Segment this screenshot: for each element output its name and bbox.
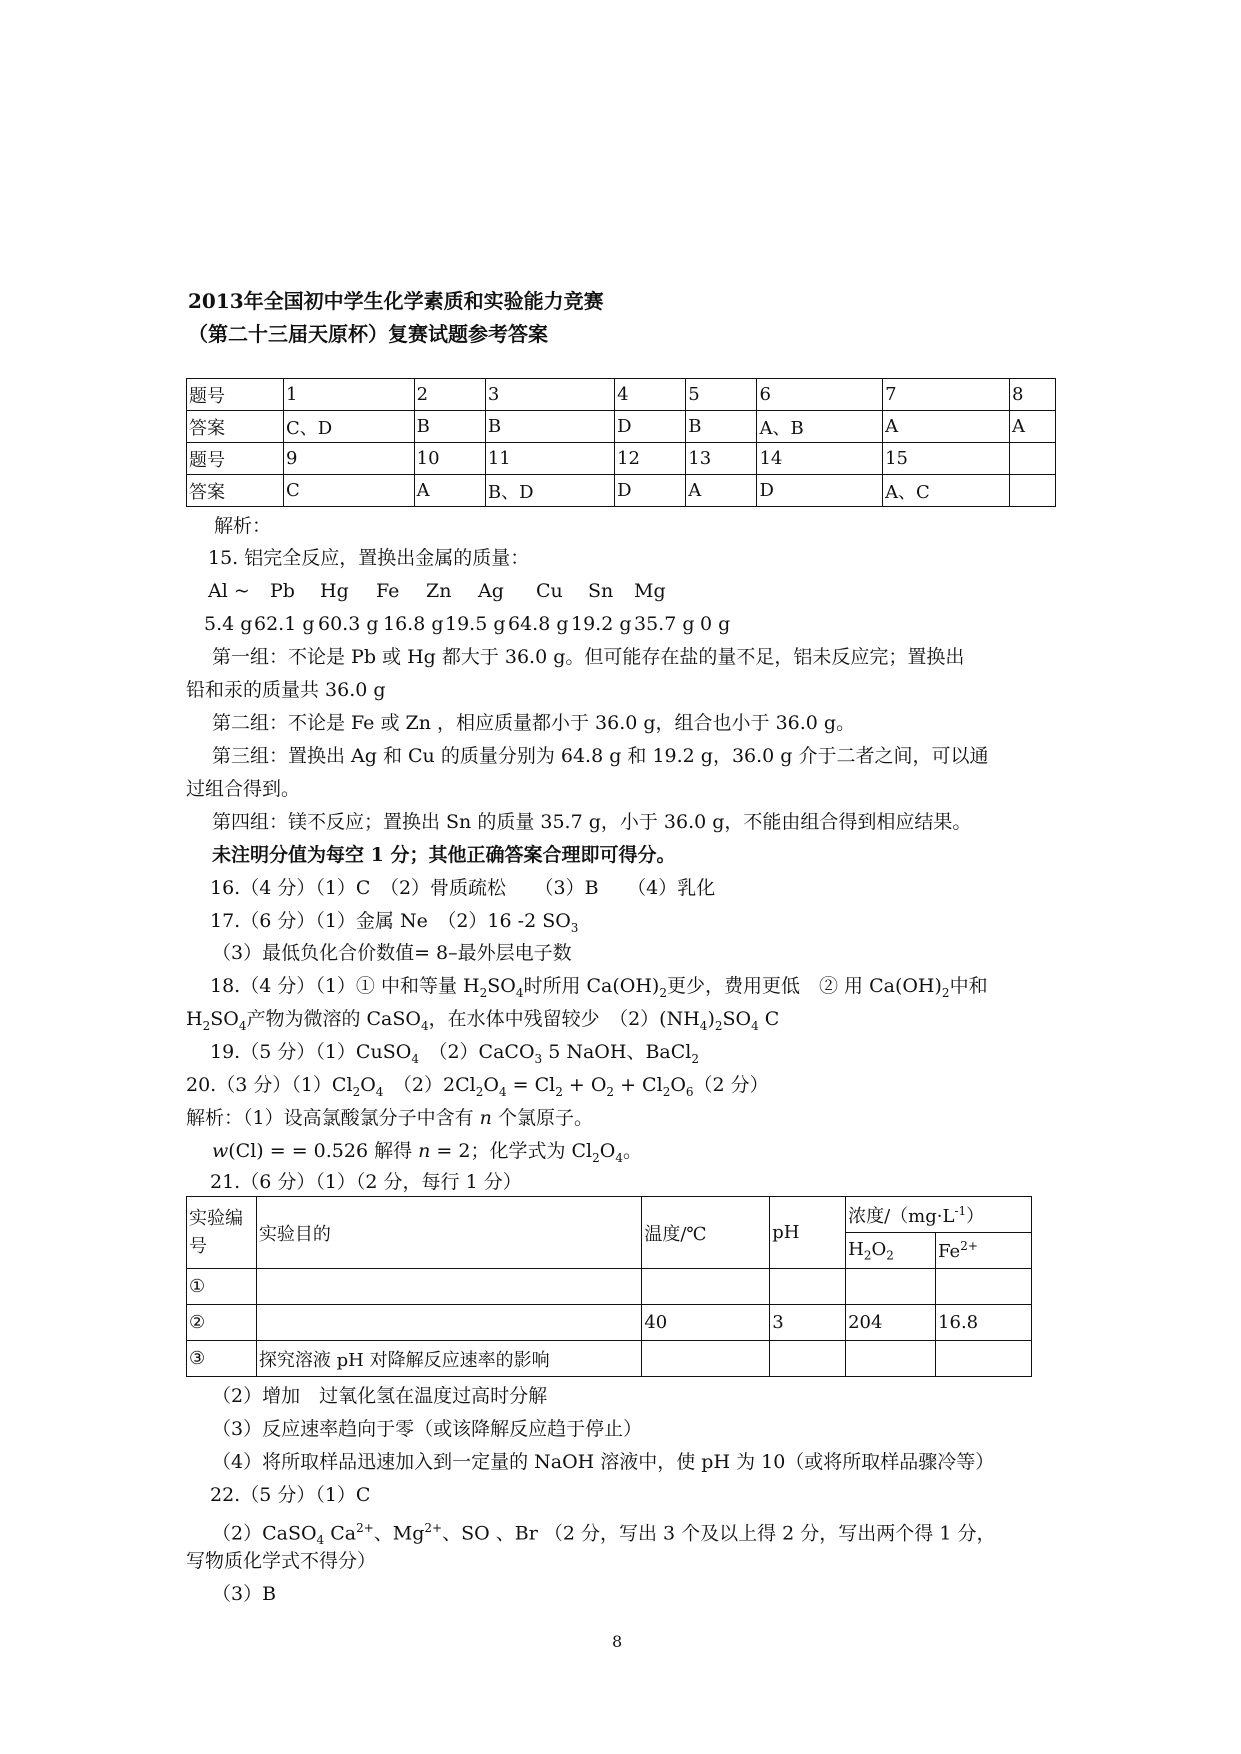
experiment-table (186, 1196, 1032, 1377)
analysis-label: 解析： (214, 515, 272, 537)
answer-cell: 7 (883, 379, 1010, 411)
group1-line-a: 第一组：不论是 Pb 或 Hg 都大于 36.0 g。但可能存在盐的量不足，铝未反应完；置换出 (212, 646, 965, 668)
answer-cell: C (284, 475, 415, 507)
q15-intro: 15. 铝完全反应，置换出金属的质量： (208, 547, 530, 569)
q15-mass: 0 g (700, 613, 731, 635)
exp-cell (256, 1269, 641, 1305)
exp-row (187, 1341, 1032, 1377)
exp-header-row (187, 1197, 1032, 1233)
answer-cell: 14 (757, 443, 883, 475)
q19-answer: 19.（5 分）（1）CuSO$_4$ （2）CaCO$_3$ 5 NaOH、BaCl$_2$ (210, 1041, 699, 1066)
exp-cell: 3 (770, 1305, 846, 1341)
q22-part1: 22.（5 分）（1）C (210, 1484, 371, 1506)
page-number: 8 (612, 1632, 623, 1651)
answer-row-label: 题号 (187, 379, 284, 411)
exp-cell (642, 1269, 770, 1305)
q20-answer: 20.（3 分）$(1)Cl_2O_4$ $(2)2Cl_2O_4 = Cl_2 + O_2 + Cl_2O_6(2$ 分） (186, 1074, 769, 1099)
scoring-note: 未注明分值为每空 1 分；其他正确答案合理即可得分。 (212, 844, 676, 866)
answer-cell: B (485, 411, 614, 443)
q15-mass: 64.8 g (508, 613, 569, 635)
answer-cell: 13 (686, 443, 757, 475)
q17-answer-line2: （3）最低负化合价数值= 8–最外层电子数 (212, 942, 572, 964)
answer-cell: 10 (414, 443, 485, 475)
answer-cell: D (615, 475, 686, 507)
answer-cell: 9 (284, 443, 415, 475)
answer-row (187, 443, 1056, 475)
group1-line-b: 铅和汞的质量共 36.0 g (186, 679, 386, 701)
answer-cell: A (1010, 411, 1056, 443)
exp-cell: 204 (846, 1305, 936, 1341)
answer-cell: 1 (284, 379, 415, 411)
q15-metal: Hg (320, 580, 349, 602)
answer-cell: B、D (485, 475, 614, 507)
q18-answer-line1: 18.（4 分）（1）① 中和等量 $H_2SO_4$时所用 $Ca(OH)_2$更少，费用更低 ② 用 $Ca(OH)_2$中和 (210, 975, 988, 1000)
doc-title-line2: （第二十三届天原杯）复赛试题参考答案 (188, 322, 548, 346)
answer-cell: 3 (485, 379, 614, 411)
answer-row-label: 答案 (187, 475, 284, 507)
answer-table (186, 378, 1056, 507)
exp-cell (770, 1341, 846, 1377)
q15-metal: Pb (270, 580, 295, 602)
answer-cell: 6 (757, 379, 883, 411)
group4-line: 第四组：镁不反应；置换出 Sn 的质量 35.7 g，小于 36.0 g，不能由组合得到相应结果。 (212, 811, 972, 833)
answer-cell: A、B (757, 411, 883, 443)
exp-cell (936, 1341, 1032, 1377)
answer-cell: C、D (284, 411, 415, 443)
q15-metal: Al ~ (208, 580, 250, 602)
doc-title-line1: 2013年全国初中学生化学素质和实验能力竞赛 (188, 289, 604, 313)
q22-part2-line1: （2）CaSO$_4$ $Ca^{2+}$、$Mg^{2+}$、SO 、Br （2 分，写出 3 个及以上得 2 分，写出两个得 1 分， (212, 1521, 996, 1548)
q15-mass: 19.2 g (571, 613, 632, 635)
exp-row (187, 1269, 1032, 1305)
answer-cell: 8 (1010, 379, 1056, 411)
answer-cell: 11 (485, 443, 614, 475)
exp-header-fe: $Fe^{2+}$ (936, 1233, 1032, 1269)
q15-mass: 5.4 g (204, 613, 253, 635)
exp-cell (936, 1269, 1032, 1305)
answer-cell: 5 (686, 379, 757, 411)
answer-cell: A、C (883, 475, 1010, 507)
answer-row-label: 题号 (187, 443, 284, 475)
answer-cell (1010, 475, 1056, 507)
answer-cell: 15 (883, 443, 1010, 475)
answer-cell: A (883, 411, 1010, 443)
answer-cell: B (414, 411, 485, 443)
exp-row (187, 1305, 1032, 1341)
q15-mass: 16.8 g (383, 613, 444, 635)
answer-cell: 4 (615, 379, 686, 411)
exp-header-purpose: 实验目的 (256, 1197, 641, 1269)
exp-header-concentration: 浓度$/(mg\cdot L^{-1})$ (846, 1197, 1032, 1233)
answer-cell: B (686, 411, 757, 443)
q15-metal: Zn (426, 580, 452, 602)
q15-metal: Ag (478, 580, 504, 602)
q15-metal: Sn (588, 580, 614, 602)
answer-cell: A (414, 475, 485, 507)
exp-header-temperature: 温度/℃ (642, 1197, 770, 1269)
q15-metal: Fe (376, 580, 400, 602)
answer-cell: A (686, 475, 757, 507)
group3-line-a: 第三组：置换出 Ag 和 Cu 的质量分别为 64.8 g 和 19.2 g，36.0 g 介于二者之间，可以通 (212, 745, 989, 767)
exp-cell: 16.8 (936, 1305, 1032, 1341)
exp-cell: 探究溶液 pH 对降解反应速率的影响 (256, 1341, 641, 1377)
q15-mass: 62.1 g (254, 613, 315, 635)
q20-analysis: 解析：（1）设高氯酸氯分子中含有 n 个氯原子。 (186, 1107, 593, 1129)
answer-cell: 2 (414, 379, 485, 411)
exp-cell: ② (187, 1305, 257, 1341)
exp-cell: 40 (642, 1305, 770, 1341)
exp-cell (642, 1341, 770, 1377)
group2-line: 第二组：不论是 Fe 或 Zn ，相应质量都小于 36.0 g，组合也小于 36.0 g。 (212, 712, 856, 734)
q21-intro: 21.（6 分）（1）（2 分，每行 1 分） (210, 1171, 522, 1193)
exp-cell (770, 1269, 846, 1305)
exp-header-number: 实验编 号 (187, 1197, 257, 1269)
answer-cell: D (757, 475, 883, 507)
q15-mass: 35.7 g (634, 613, 695, 635)
q21-part2: （2）增加 过氧化氢在温度过高时分解 (212, 1385, 548, 1407)
exp-header-h2o2: $H_2O_2$ (846, 1233, 936, 1269)
answer-row (187, 475, 1056, 507)
q15-mass: 19.5 g (445, 613, 506, 635)
exp-cell (846, 1269, 936, 1305)
exp-cell: ① (187, 1269, 257, 1305)
q15-metal: Cu (536, 580, 563, 602)
answer-cell: 12 (615, 443, 686, 475)
group3-line-b: 过组合得到。 (186, 778, 301, 800)
answer-row-label: 答案 (187, 411, 284, 443)
q16-answer: 16.（4 分）（1）C （2）骨质疏松 （3）B （4）乳化 (210, 877, 716, 899)
q22-part2-line2: 写物质化学式不得分） (186, 1550, 377, 1572)
q18-answer-line2: $H_2SO_4$产物为微溶的 CaSO$_4$，在水体中残留较少 $(2)(NH_4)_2SO_4$ C (186, 1008, 780, 1033)
q22-part3: （3）B (212, 1583, 277, 1605)
exp-header-ph: pH (770, 1197, 846, 1269)
q21-part3: （3）反应速率趋向于零（或该降解反应趋于停止） (212, 1418, 643, 1440)
exp-cell: ③ (187, 1341, 257, 1377)
q21-part4: （4）将所取样品迅速加入到一定量的 NaOH 溶液中，使 pH 为 10（或将所取样品骤冷等） (212, 1451, 995, 1473)
answer-row (187, 411, 1056, 443)
answer-cell: D (615, 411, 686, 443)
exp-cell (846, 1341, 936, 1377)
q20-calculation: w(Cl) = = 0.526 解得 n = 2；化学式为 $Cl_2O_4$。 (212, 1140, 643, 1165)
q15-mass: 60.3 g (318, 613, 379, 635)
q15-metal: Mg (634, 580, 666, 602)
answer-cell (1010, 443, 1056, 475)
answer-row (187, 379, 1056, 411)
q17-answer-line1: 17.（6 分）（1）金属 Ne （2）16 -2 $SO_3$ (210, 910, 579, 935)
exp-cell (256, 1305, 641, 1341)
